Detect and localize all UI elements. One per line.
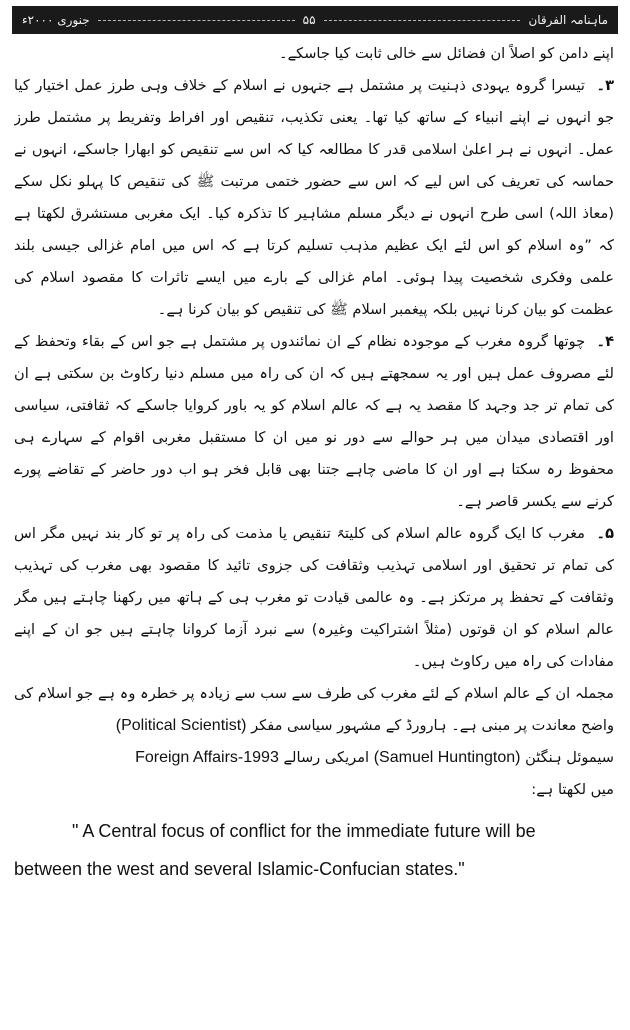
writes-urdu: میں لکھتا ہے: [531, 781, 614, 798]
header-date: جنوری ۲۰۰۰ء [22, 13, 90, 27]
author-urdu: سیموئل ہنگٹن [525, 749, 614, 766]
paragraph-text: چوتھا گروہ مغرب کے موجودہ نظام کے ان نمائندوں پر مشتمل ہے جو اس کے بقاء وتحفظ کے لئے مصروف عمل ہیں اور یہ سمجھتے ہیں کہ ان کی راہ میں مسلم دنیا رکاوٹ بن سکتی ہے ان کی تمام تر جد وجہد کا مقصد یہ ہے کہ عالم اسلام کو یہ باور کروایا جاسکے کہ ثقافتی، سیاسی اور اقتصادی میدان میں ہر حوالے سے دور نو میں ان کا مستقبل مغربی اقوام کے سہارے ہی محفوظ رہ سکتا ہے اور ان کا ماضی چاہے جتنا بھی قابل فخر ہو اب دور حاضر کے تقاضے پورے کرنے سے یکسر قاصر ہے۔ [14, 333, 614, 510]
header-rule-right [324, 20, 521, 21]
paragraph-text: مجملہ ان کے عالم اسلام کے لئے مغرب کی طرف سے سب سے زیادہ پر خطرہ وہ ہے جو اسلام کی واضح معاندت پر مبنی ہے۔ ہارورڈ کے مشہور سیاسی مفکر [14, 685, 614, 734]
paragraph-4 [14, 326, 614, 518]
header-page-number: ۵۵ [302, 13, 316, 27]
page-header [12, 6, 618, 34]
header-journal-title: ماہنامہ الفرقان [528, 13, 609, 27]
paragraph-number: ۴۔ [596, 333, 614, 350]
journal-urdu: امریکی رسالے [283, 749, 370, 766]
header-rule-left [98, 20, 295, 21]
paragraph-summary [14, 678, 614, 742]
term-political-scientist: (Political Scientist) [115, 717, 247, 734]
paragraph-3 [14, 70, 614, 326]
paragraph-5 [14, 518, 614, 678]
paragraph-continuation [14, 38, 614, 70]
paragraph-text: تیسرا گروہ یہودی ذہنیت پر مشتمل ہے جنہوں نے اسلام کے خلاف وہی طرز عمل اختیار کیا جو انہوں نے اپنے انبیاء کے ساتھ کیا تھا۔ یعنی تکذیب، تنقیص اور افراط وتفریط پر مشتمل طرز عمل۔ انہوں نے ہر اعلیٰ اسلامی قدر کا مطالعہ کیا کہ اس سے تنقیص کو ابھارا جاسکے، انہوں نے حماسہ کی تعریف کی اس لیے کہ اس سے حضور ختمی مرتبت ﷺ کی تنقیص کا پہلو نکل سکے (معاذ اللہ) اسی طرح انہوں نے دیگر مسلم مشاہیر کا تذکرہ کیا۔ ایک مغربی مستشرق لکھتا ہے کہ ”وہ اسلام کو اس لئے ایک عظیم مذہب تسلیم کرتا ہے کہ اس میں امام غزالی جیسی بلند علمی وفکری شخصیت پیدا ہوئی۔ امام غزالی کے بارے میں ایسے تاثرات کا مقصود اسلام کی عظمت کو بیان کرنا نہیں بلکہ پیغمبر اسلام ﷺ کی تنقیص کو بیان کرنا ہے۔ [14, 77, 614, 318]
citation-line [14, 742, 614, 774]
term-author-name: (Samuel Huntington) [373, 749, 521, 766]
term-journal: Foreign Affairs-1993 [135, 749, 279, 766]
paragraph-text: مغرب کا ایک گروہ عالم اسلام کی کلیتہً تنقیص یا مذمت کی راہ پر تو کار بند نہیں مگر اس کی تمام تر تحقیق اور اسلامی تہذیب وثقافت کی جزوی تائید کا مقصود بھی مغرب کی تہذیب وثقافت کے تحفظ پر مرتکز ہے۔ وہ عالمی قیادت تو مغرب ہی کے ہاتھ میں رکھنا چاہتے ہیں مگر عالم اسلام کو ان قوتوں (مثلاً اشتراکیت وغیرہ) سے نبرد آزما کروانا چاہتے ہیں جو ان کے اپنے مفادات کی راہ میں رکاوٹ ہیں۔ [14, 525, 614, 670]
quote-line-2: between the west and several Islamic-Confucian states." [14, 859, 465, 879]
citation-line-end [14, 774, 614, 806]
paragraph-text: اپنے دامن کو اصلاً ان فضائل سے خالی ثابت کیا جاسکے۔ [279, 45, 614, 62]
quote-line-1: " A Central focus of conflict for the immediate future will be [72, 821, 536, 841]
english-quote [14, 812, 614, 888]
paragraph-number: ۳۔ [596, 77, 614, 94]
page-body [14, 38, 614, 1023]
paragraph-number: ۵۔ [596, 525, 614, 542]
